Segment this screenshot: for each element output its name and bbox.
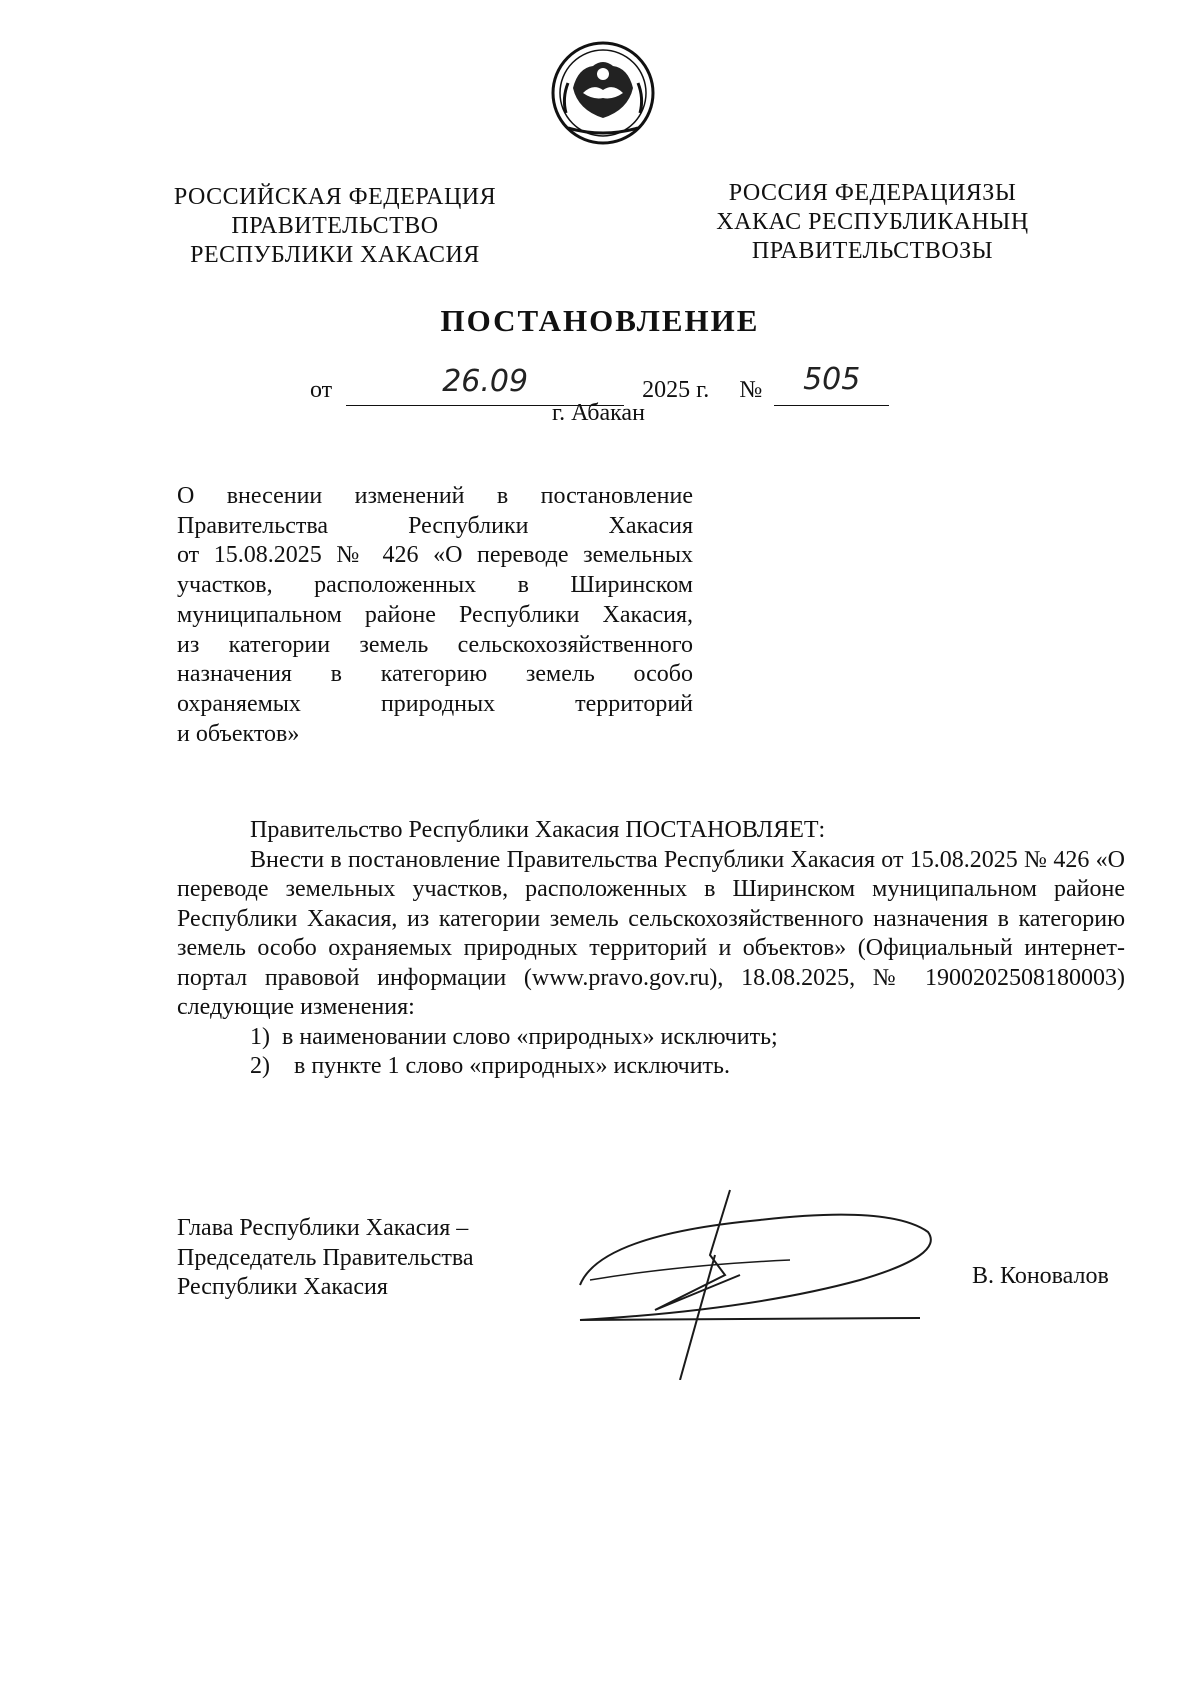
city: г. Абакан <box>552 400 645 426</box>
subject-line: муниципальном районе Республики Хакасия, <box>177 601 693 628</box>
body-block <box>177 816 1125 1082</box>
signatory-line: Председатель Правительства <box>177 1244 474 1271</box>
date-from-label: от <box>310 377 333 403</box>
number-handwritten: 505 <box>803 362 861 397</box>
subject-line: О внесении изменений в постановление <box>177 483 693 509</box>
header-left <box>150 183 520 270</box>
subject-line: и объектов» <box>177 720 300 747</box>
signatory-line: Республики Хакасия <box>177 1274 388 1300</box>
subject-line: Правительства Республики Хакасия <box>177 512 693 539</box>
document-title: ПОСТАНОВЛЕНИЕ <box>440 303 760 338</box>
subject-line: из категории земель сельскохозяйственного <box>177 631 693 658</box>
signatory-name: В. Коновалов <box>972 1263 1109 1289</box>
list-item: 2) в пункте 1 слово «природных» исключить. <box>250 1053 730 1079</box>
number-field <box>774 362 889 406</box>
header-right-line: ХАКАС РЕСПУБЛИКАНЫҢ <box>716 209 1029 235</box>
subject-line: участков, расположенных в Ширинском <box>177 572 693 599</box>
handwritten-signature <box>560 1180 1000 1380</box>
decree-statement: Правительство Республики Хакасия ПОСТАНОВЛЯЕТ: <box>250 817 826 843</box>
subject-line: охраняемых природных территорий <box>177 690 693 717</box>
header-left-line: ПРАВИТЕЛЬСТВО <box>231 213 439 239</box>
main-paragraph: Внести в постановление Правительства Республики Хакасия от 15.08.2025 № 426 «О переводе земельных участков, расположенных в Ширинском муниципальном районе Республики Хакасия, из категории земель сельскохозяйственного назначения в категорию земель особо охраняемых природных территорий и объектов» (Официальный интернет-портал правовой информации (www.pravo.gov.ru), 18.08.2025, № 1900202508180003) следующие изменения: <box>177 846 1125 1020</box>
date-handwritten: 26.09 <box>442 364 529 399</box>
subject-line: назначения в категорию земель особо <box>177 661 693 688</box>
date-year: 2025 г. <box>642 377 710 403</box>
header-left-line: РОССИЙСКАЯ ФЕДЕРАЦИЯ <box>173 184 497 210</box>
header-right <box>680 179 1065 266</box>
subject-line: от 15.08.2025 № 426 «О переводе земельных <box>177 542 693 569</box>
list-item: 1) в наименовании слово «природных» исключить; <box>250 1023 778 1050</box>
number-label: № <box>739 377 763 403</box>
header-left-line: РЕСПУБЛИКИ ХАКАСИЯ <box>190 242 480 268</box>
header-right-line: ПРАВИТЕЛЬСТВОЗЫ <box>751 238 994 264</box>
header-right-line: РОССИЯ ФЕДЕРАЦИЯЗЫ <box>728 180 1017 206</box>
signatory-position <box>177 1214 474 1303</box>
subject-block <box>177 482 693 749</box>
coat-of-arms-emblem <box>548 38 658 148</box>
signatory-line: Глава Республики Хакасия – <box>177 1215 469 1241</box>
